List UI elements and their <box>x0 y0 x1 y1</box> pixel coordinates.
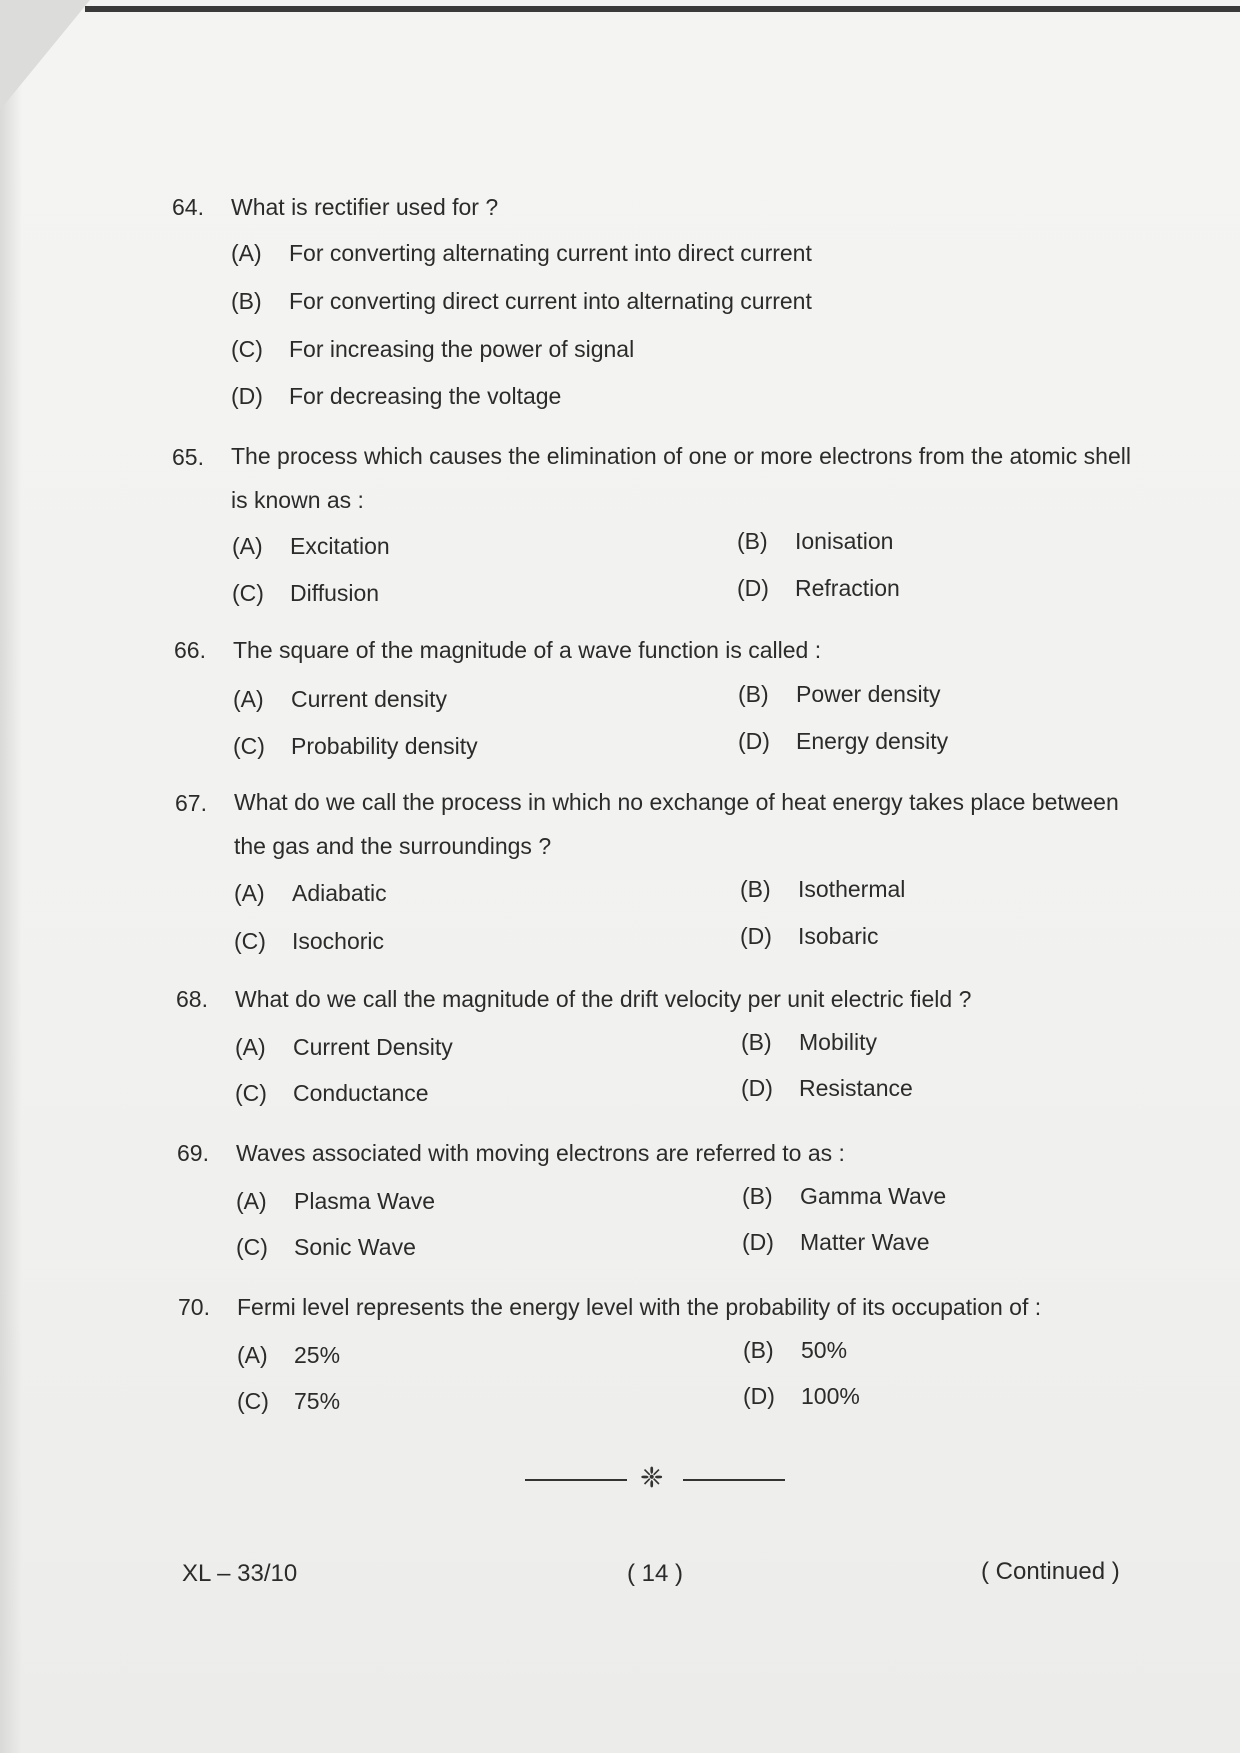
option-text: 25% <box>294 1342 341 1368</box>
question-text: Fermi level represents the energy level with the probability of its occupation of : <box>237 1294 1042 1320</box>
option-letter: (B) <box>741 1029 772 1055</box>
option-letter: (A) <box>232 533 263 559</box>
option-text: Energy density <box>796 728 949 754</box>
option-letter: (C) <box>232 580 264 606</box>
option-text: 100% <box>801 1383 860 1409</box>
option-text: For converting direct current into alternating current <box>289 288 812 314</box>
option-letter: (D) <box>738 728 770 754</box>
asterism-icon: ❈ <box>640 1462 664 1493</box>
option-text: 50% <box>801 1337 848 1363</box>
question-text: What is rectifier used for ? <box>231 194 499 220</box>
footer-continued: ( Continued ) <box>981 1558 1120 1585</box>
option-letter: (D) <box>743 1383 775 1409</box>
option-letter: (D) <box>742 1229 774 1255</box>
option-text: Mobility <box>799 1029 877 1055</box>
option-text: Resistance <box>799 1075 913 1101</box>
page-left-shadow <box>0 0 22 1753</box>
option-text: Isochoric <box>292 928 385 954</box>
page-top-edge <box>85 6 1240 12</box>
option-letter: (B) <box>740 876 771 902</box>
question-number: 69. <box>177 1140 209 1166</box>
ornament-line-left <box>525 1479 627 1481</box>
option-letter: (C) <box>235 1080 267 1106</box>
option-text: 75% <box>294 1388 341 1414</box>
option-text: Current Density <box>293 1034 453 1060</box>
option-letter: (B) <box>743 1337 774 1363</box>
question-number: 68. <box>176 986 208 1012</box>
option-letter: (A) <box>233 686 264 712</box>
option-text: Current density <box>291 686 447 712</box>
option-letter: (D) <box>740 923 772 949</box>
option-text: Ionisation <box>795 528 894 554</box>
option-letter: (B) <box>737 528 768 554</box>
question-number: 70. <box>178 1294 210 1320</box>
question-text: Waves associated with moving electrons are referred to as : <box>236 1140 845 1166</box>
question-number: 66. <box>174 637 206 663</box>
option-letter: (C) <box>237 1388 269 1414</box>
option-letter: (C) <box>233 733 265 759</box>
option-text: Adiabatic <box>292 880 387 906</box>
option-text: Matter Wave <box>800 1229 930 1255</box>
question-text: The process which causes the elimination of one or more electrons from the atomic shell is known as : <box>231 443 1131 513</box>
question-text: The square of the magnitude of a wave function is called : <box>233 637 822 663</box>
question-number: 65. <box>172 444 204 470</box>
option-text: Isothermal <box>798 876 906 902</box>
question-text: What do we call the magnitude of the drift velocity per unit electric field ? <box>235 986 972 1012</box>
ornament-line-right <box>683 1479 785 1481</box>
option-text: Gamma Wave <box>800 1183 947 1209</box>
option-letter: (A) <box>231 240 262 266</box>
option-letter: (A) <box>236 1188 267 1214</box>
footer-page-number: ( 14 ) <box>627 1560 684 1587</box>
option-text: For increasing the power of signal <box>289 336 635 362</box>
option-letter: (C) <box>231 336 263 362</box>
option-text: Diffusion <box>290 580 380 606</box>
end-of-section-ornament <box>525 1462 785 1495</box>
option-letter: (B) <box>742 1183 773 1209</box>
option-text: Power density <box>796 681 941 707</box>
option-letter: (B) <box>231 288 262 314</box>
option-letter: (A) <box>235 1034 266 1060</box>
option-letter: (B) <box>738 681 769 707</box>
option-letter: (A) <box>237 1342 268 1368</box>
option-text: Refraction <box>795 575 900 601</box>
option-text: Conductance <box>293 1080 429 1106</box>
question-text: What do we call the process in which no exchange of heat energy takes place between the gas and the surroundings ? <box>234 789 1119 859</box>
option-letter: (C) <box>236 1234 268 1260</box>
option-text: Sonic Wave <box>294 1234 416 1260</box>
option-text: Isobaric <box>798 923 879 949</box>
option-text: For converting alternating current into direct current <box>289 240 812 266</box>
option-letter: (D) <box>231 383 263 409</box>
option-letter: (C) <box>234 928 266 954</box>
option-letter: (A) <box>234 880 265 906</box>
option-letter: (D) <box>741 1075 773 1101</box>
option-text: For decreasing the voltage <box>289 383 562 409</box>
option-text: Plasma Wave <box>294 1188 436 1214</box>
page-fold <box>0 0 90 110</box>
question-number: 64. <box>172 194 204 220</box>
option-text: Excitation <box>290 533 390 559</box>
option-letter: (D) <box>737 575 769 601</box>
question-number: 67. <box>175 790 207 816</box>
option-text: Probability density <box>291 733 478 759</box>
footer-paper-code: XL – 33/10 <box>182 1560 298 1587</box>
